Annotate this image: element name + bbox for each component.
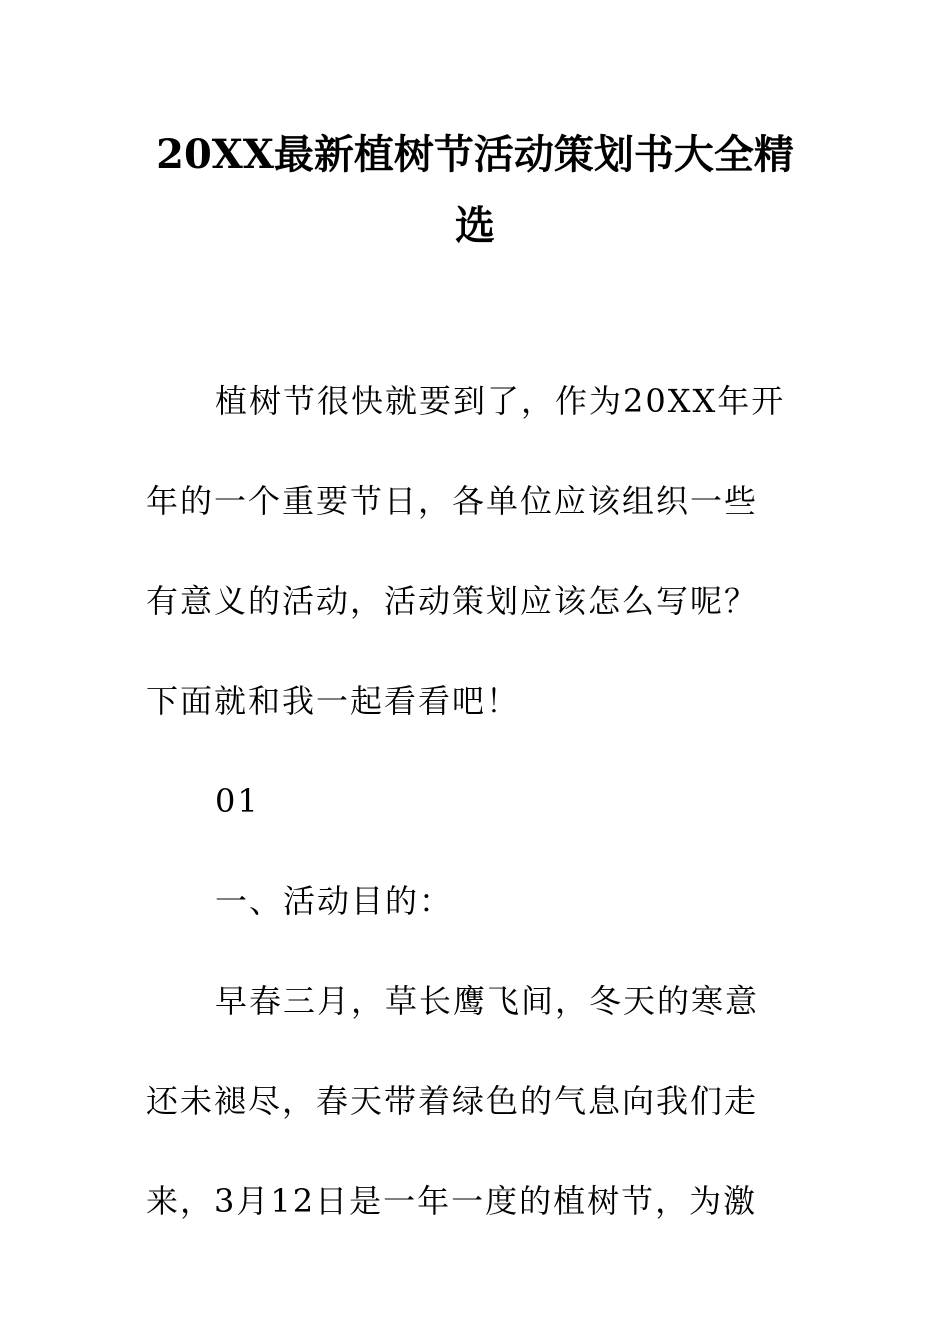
paragraph-1-line-2: 年的一个重要节日，各单位应该组织一些 — [146, 482, 759, 520]
document-title-line-2: 选 — [455, 202, 495, 249]
paragraph-2-line-3: 来，3月12日是一年一度的植树节，为激 — [146, 1182, 758, 1220]
paragraph-1-line-3: 有意义的活动，活动策划应该怎么写呢？ — [146, 582, 759, 620]
paragraph-2-line-1: 早春三月，草长鹰飞间，冬天的寒意 — [215, 982, 760, 1020]
document-title-line-1: 20XX最新植树节活动策划书大全精 — [156, 131, 794, 178]
section-heading: 一、活动目的： — [215, 882, 454, 920]
paragraph-1-line-4: 下面就和我一起看看吧！ — [146, 682, 521, 720]
paragraph-1-line-1: 植树节很快就要到了，作为20XX年开 — [215, 382, 786, 420]
paragraph-2-line-2: 还未褪尽，春天带着绿色的气息向我们走 — [146, 1082, 759, 1120]
section-number: 01 — [215, 782, 260, 820]
